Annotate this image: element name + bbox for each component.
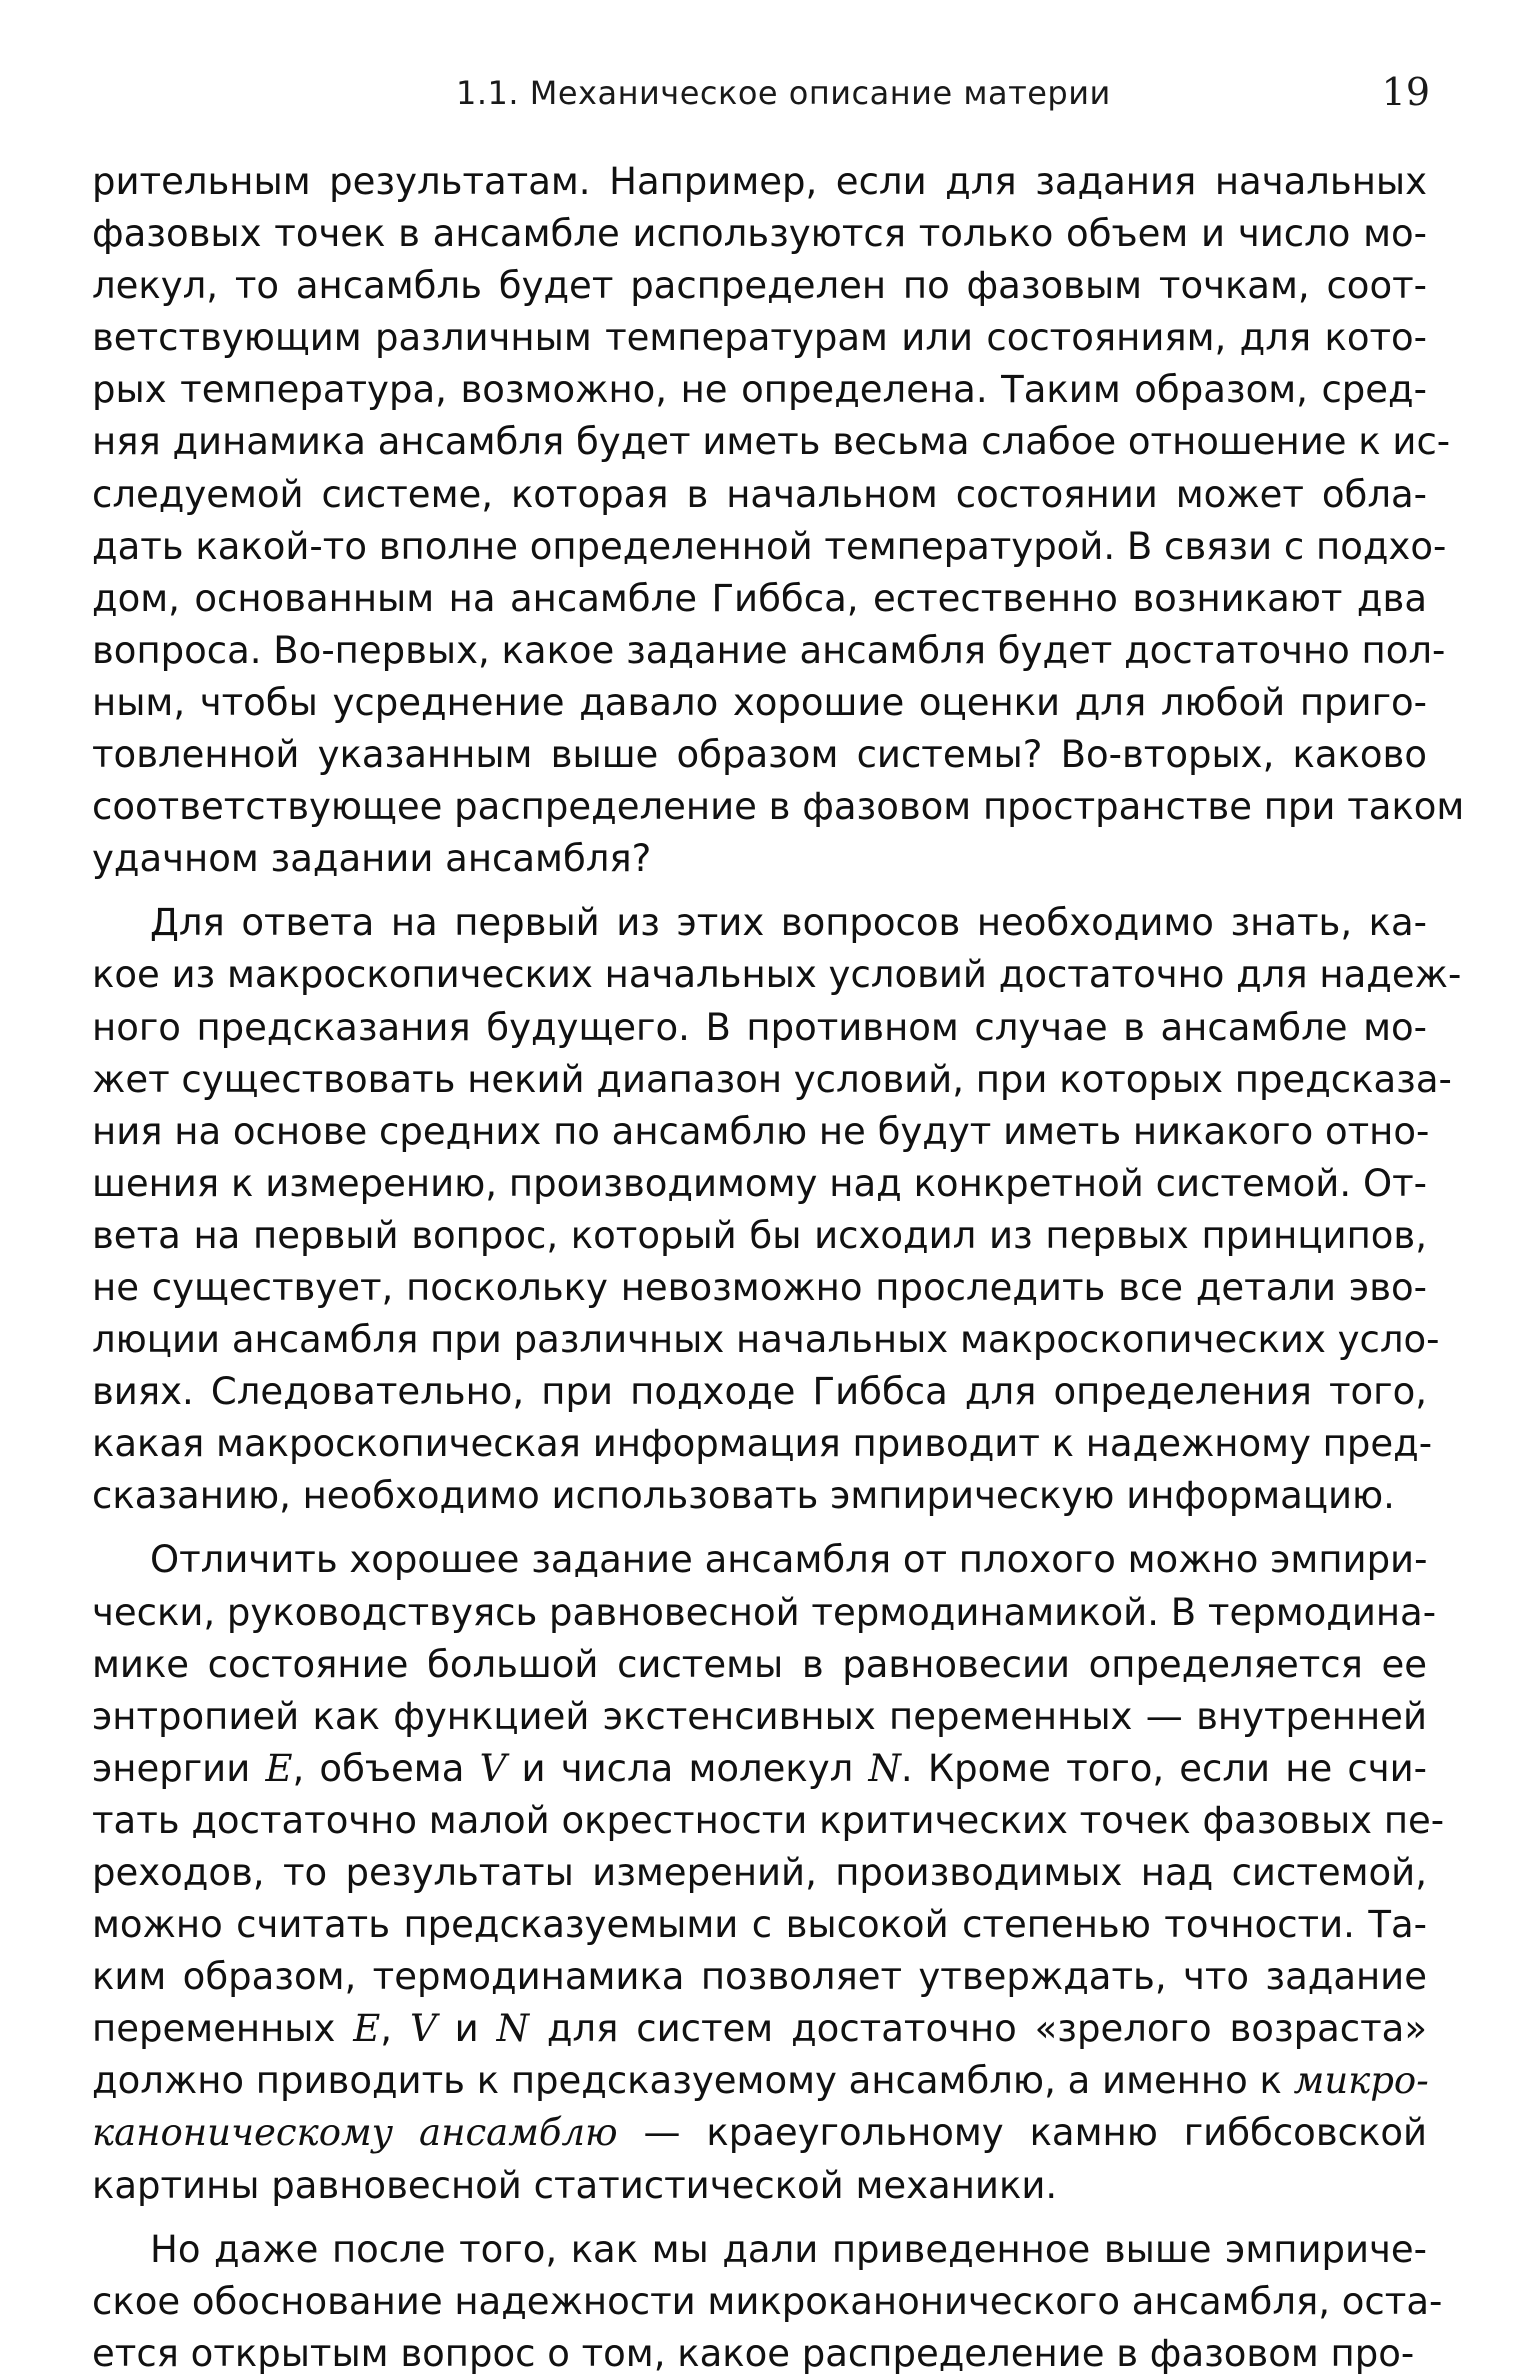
text-line: Отличить хорошее задание ансамбля от плохого можно эмпири- — [150, 1538, 1428, 1582]
text-line: должно приводить к предсказуемому ансамблю, а именно к микро- — [92, 2059, 1429, 2103]
text-line: Для ответа на первый из этих вопросов необходимо знать, ка- — [150, 901, 1427, 945]
text-line: ния на основе средних по ансамблю не будут иметь никакого отно- — [92, 1109, 1430, 1153]
text-line: лекул, то ансамбль будет распределен по фазовым точкам, соот- — [92, 264, 1427, 308]
text-line: люции ансамбля при различных начальных макроскопических усло- — [92, 1318, 1440, 1362]
text-line: можно считать предсказуемыми с высокой степенью точности. Та- — [92, 1903, 1427, 1947]
text-line: какая макроскопическая информация приводит к надежному пред- — [92, 1422, 1433, 1466]
paragraph-1 — [92, 156, 1465, 885]
text-line: реходов, то результаты измерений, производимых над системой, — [92, 1851, 1427, 1894]
text-line: ким образом, термодинамика позволяет утверждать, что задание — [92, 1955, 1427, 1999]
text-line: ветствующим различным температурам или состояниям, для кото- — [92, 316, 1427, 360]
text-line: переменных E, V и N для систем достаточно «зрелого возраста» — [92, 2007, 1427, 2051]
paragraph-2 — [92, 897, 1462, 1522]
text-line: каноническому ансамблю — краеугольному камню гиббсовской — [92, 2111, 1427, 2155]
text-line: удачном задании ансамбля? — [92, 837, 652, 881]
text-line: рительным результатам. Например, если для задания начальных — [92, 160, 1427, 203]
text-line: тать достаточно малой окрестности критических точек фазовых пе- — [92, 1798, 1445, 1842]
text-line: мике состояние большой системы в равновесии определяется ее — [92, 1642, 1427, 1686]
text-line: сказанию, необходимо использовать эмпирическую информацию. — [92, 1474, 1395, 1518]
text-line: товленной указанным выше образом системы? Во-вторых, каково — [92, 733, 1427, 777]
text-line: няя динамика ансамбля будет иметь весьма слабое отношение к ис- — [92, 420, 1451, 464]
text-line: виях. Следовательно, при подходе Гиббса для определения того, — [92, 1370, 1427, 1414]
running-header-title: 1.1. Механическое описание материи — [456, 74, 1111, 112]
text-line: ным, чтобы усреднение давало хорошие оценки для любой приго- — [92, 680, 1427, 724]
text-line: дом, основанным на ансамбле Гиббса, естественно возникают два — [92, 576, 1427, 620]
text-line: вопроса. Во-первых, какое задание ансамбля будет достаточно пол- — [92, 628, 1446, 672]
text-line: соответствующее распределение в фазовом пространстве при таком — [92, 785, 1465, 829]
paragraph-3 — [92, 1534, 1445, 2211]
text-line: энергии E, объема V и числа молекул N. Кроме того, если не счи- — [92, 1746, 1427, 1790]
text-line: жет существовать некий диапазон условий, при которых предсказа- — [92, 1057, 1452, 1101]
text-line: кое из макроскопических начальных условий достаточно для надеж- — [92, 953, 1462, 997]
text-line: ское обоснование надежности микроканонического ансамбля, оста- — [92, 2279, 1443, 2323]
text-line: фазовых точек в ансамбле используются только объем и число мо- — [92, 212, 1427, 256]
text-line: ется открытым вопрос о том, какое распределение в фазовом про- — [92, 2331, 1415, 2375]
text-line: шения к измерению, производимому над конкретной системой. От- — [92, 1161, 1427, 1205]
text-line: энтропией как функцией экстенсивных переменных — внутренней — [92, 1694, 1427, 1738]
paragraph-4 — [92, 2224, 1443, 2380]
text-line: следуемой системе, которая в начальном состоянии может обла- — [92, 472, 1427, 516]
text-line: чески, руководствуясь равновесной термодинамикой. В термодина- — [92, 1590, 1437, 1634]
text-line: дать какой-то вполне определенной температурой. В связи с подхо- — [92, 524, 1447, 568]
text-line: ного предсказания будущего. В противном случае в ансамбле мо- — [92, 1005, 1427, 1049]
text-line: Но даже после того, как мы дали приведенное выше эмпириче- — [150, 2227, 1427, 2271]
text-line: рых температура, возможно, не определена. Таким образом, сред- — [92, 368, 1427, 412]
text-line: картины равновесной статистической механики. — [92, 2163, 1058, 2207]
page-body-text — [92, 156, 1465, 2380]
page-number: 19 — [1381, 70, 1430, 114]
text-line: не существует, поскольку невозможно проследить все детали эво- — [92, 1265, 1427, 1309]
text-line: вета на первый вопрос, который бы исходил из первых принципов, — [92, 1213, 1427, 1257]
